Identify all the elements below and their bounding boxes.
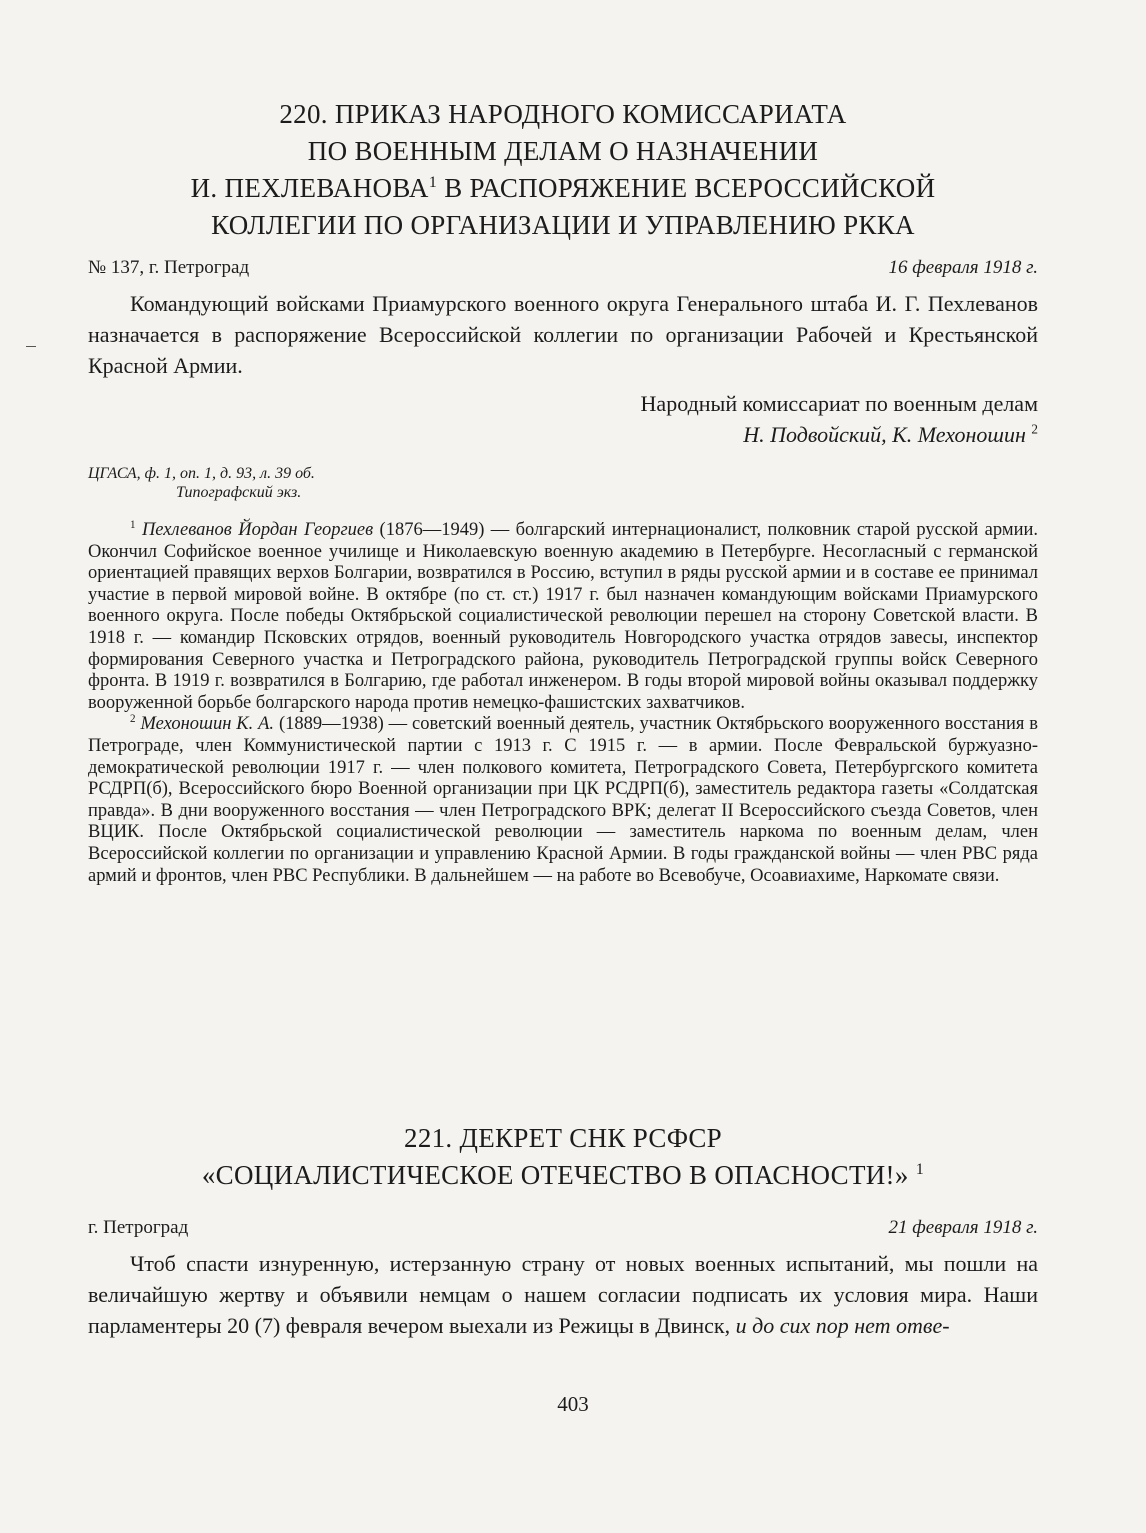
- footnote-1-mark: 1: [130, 518, 136, 531]
- footnote-ref-221: 1: [915, 1160, 925, 1178]
- archive-line-2: Типографский экз.: [176, 484, 302, 501]
- doc220-title-line-4: КОЛЛЕГИИ ПО ОРГАНИЗАЦИИ И УПРАВЛЕНИЮ РККА: [211, 210, 915, 240]
- doc221-title-line-1: 221. ДЕКРЕТ СНК РСФСР: [404, 1123, 722, 1153]
- footnote-2-text: (1889—1938) — советский военный деятель, участник Октябрьского вооруженного восстания в Петрограде, член Коммунистической партии с 1913 г. С 1915 г. — в армии. После Февральской буржуазно-демократической революции 1917 г. — член полкового комитета, Петроградского Совета, Петербургского комитета РСДРП(б), Всероссийского бюро Военной организации при ЦК РСДРП(б), заместитель редактора газеты «Солдатская правда». В дни вооруженного восстания — член Петроградского ВРК; делегат II Всероссийского съезда Советов, член ВЦИК. После Октябрьской социалистической революции — заместитель наркома по военным делам, член Всероссийской коллегии по организации и управлению Красной Армии. В годы гражданской войны — член РВС ряда армий и фронтов, член РВС Республики. В дальнейшем — на работе во Всевобуче, Осоавиахиме, Наркомате связи.: [88, 714, 1039, 886]
- doc221-title-line-2: [88, 1157, 1038, 1194]
- footnote-1-text: (1876—1949) — болгарский интернационалист, полковник старой русской армии. Окончил Софийское военное училище и Николаевскую военную академию в Петербурге. Несогласный с германской ориентацией правящих верхов Болгарии, возвратился в Россию, вступил в ряды русской армии и в составе ее принимал участие в первой мировой войне. В октябре (по ст. ст.) 1917 г. был назначен командующим войсками Приамурского военного округа. После победы Октябрьской социалистической революции перешел на сторону Советской власти. В 1918 г. — командир Псковских отрядов, военный руководитель Новгородского участка отрядов завесы, инспектор формирования Северного участка и Петроградского района, руководитель Петроградской группы войск Северного фронта. В 1919 г. возвратился в Болгарию, где работал инженером. В годы второй мировой войны оказывал поддержку вооруженной борьбе болгарского народа против немецко-фашистских захватчиков.: [88, 520, 1038, 713]
- doc220-body: [88, 288, 1038, 381]
- doc221-place: г. Петроград: [88, 1217, 189, 1238]
- doc221-meta: [88, 1216, 1038, 1240]
- footnote-2: [88, 714, 1038, 887]
- page-number: 403: [557, 1392, 589, 1416]
- doc221-text-plain: Чтоб спасти изнуренную, истерзанную страну от новых военных испытаний, мы пошли на величайшую жертву и объявили немцам о нашем согласии подписать их условия мира. Наши парламентеры 20 (7) февраля вечером выехали из Режицы в Двинск,: [88, 1251, 1038, 1338]
- doc220-title: [88, 96, 1038, 244]
- doc221-text-italic: и до сих пор нет отве-: [735, 1313, 950, 1338]
- doc220-title-line-1: 220. ПРИКАЗ НАРОДНОГО КОМИССАРИАТА: [279, 99, 847, 129]
- margin-mark: [26, 346, 36, 347]
- doc220-meta: [88, 256, 1038, 280]
- doc221-date: 21 февраля 1918 г.: [888, 1217, 1038, 1238]
- doc220-date: 16 февраля 1918 г.: [888, 257, 1038, 278]
- footnote-1-name: Пехлеванов Йордан Георгиев: [141, 520, 374, 540]
- doc221-title-text: «СОЦИАЛИСТИЧЕСКОЕ ОТЕЧЕСТВО В ОПАСНОСТИ!»: [201, 1160, 909, 1190]
- doc221-text: [88, 1248, 1038, 1341]
- doc220-place: № 137, г. Петроград: [88, 257, 250, 278]
- doc220-title-rest: В РАСПОРЯЖЕНИЕ ВСЕРОССИЙСКОЙ: [444, 173, 936, 203]
- archive-line-1: ЦГАСА, ф. 1, оп. 1, д. 93, л. 39 об.: [88, 465, 315, 482]
- footnote-ref-2: 2: [1031, 421, 1038, 437]
- archive-reference: [88, 464, 1038, 502]
- footnote-1: [88, 520, 1038, 714]
- doc221-body: [88, 1248, 1038, 1341]
- footnote-2-mark: 2: [130, 713, 136, 726]
- footnote-ref-1: 1: [428, 173, 438, 191]
- doc220-title-line-2: ПО ВОЕННЫМ ДЕЛАМ О НАЗНАЧЕНИИ: [307, 136, 819, 166]
- footnote-2-name: Мехоношин К. А.: [140, 714, 275, 735]
- doc220-text: Командующий войсками Приамурского военного округа Генерального штаба И. Г. Пехлеванов назначается в распоряжение Всероссийской коллегии по организации Рабочей и Крестьянской Красной Армии.: [88, 291, 1038, 378]
- doc220-signature: [88, 388, 1038, 450]
- doc221-title: [88, 1120, 1038, 1194]
- signature-names: Н. Подвойский, К. Мехоношин: [743, 422, 1026, 447]
- signature-org: Народный комиссариат по военным делам: [640, 391, 1038, 416]
- footnotes: [88, 520, 1038, 887]
- signature-names-line: [88, 419, 1038, 450]
- doc220-title-line-3: [88, 170, 1038, 207]
- doc220-title-name: И. ПЕХЛЕВАНОВА: [190, 173, 429, 203]
